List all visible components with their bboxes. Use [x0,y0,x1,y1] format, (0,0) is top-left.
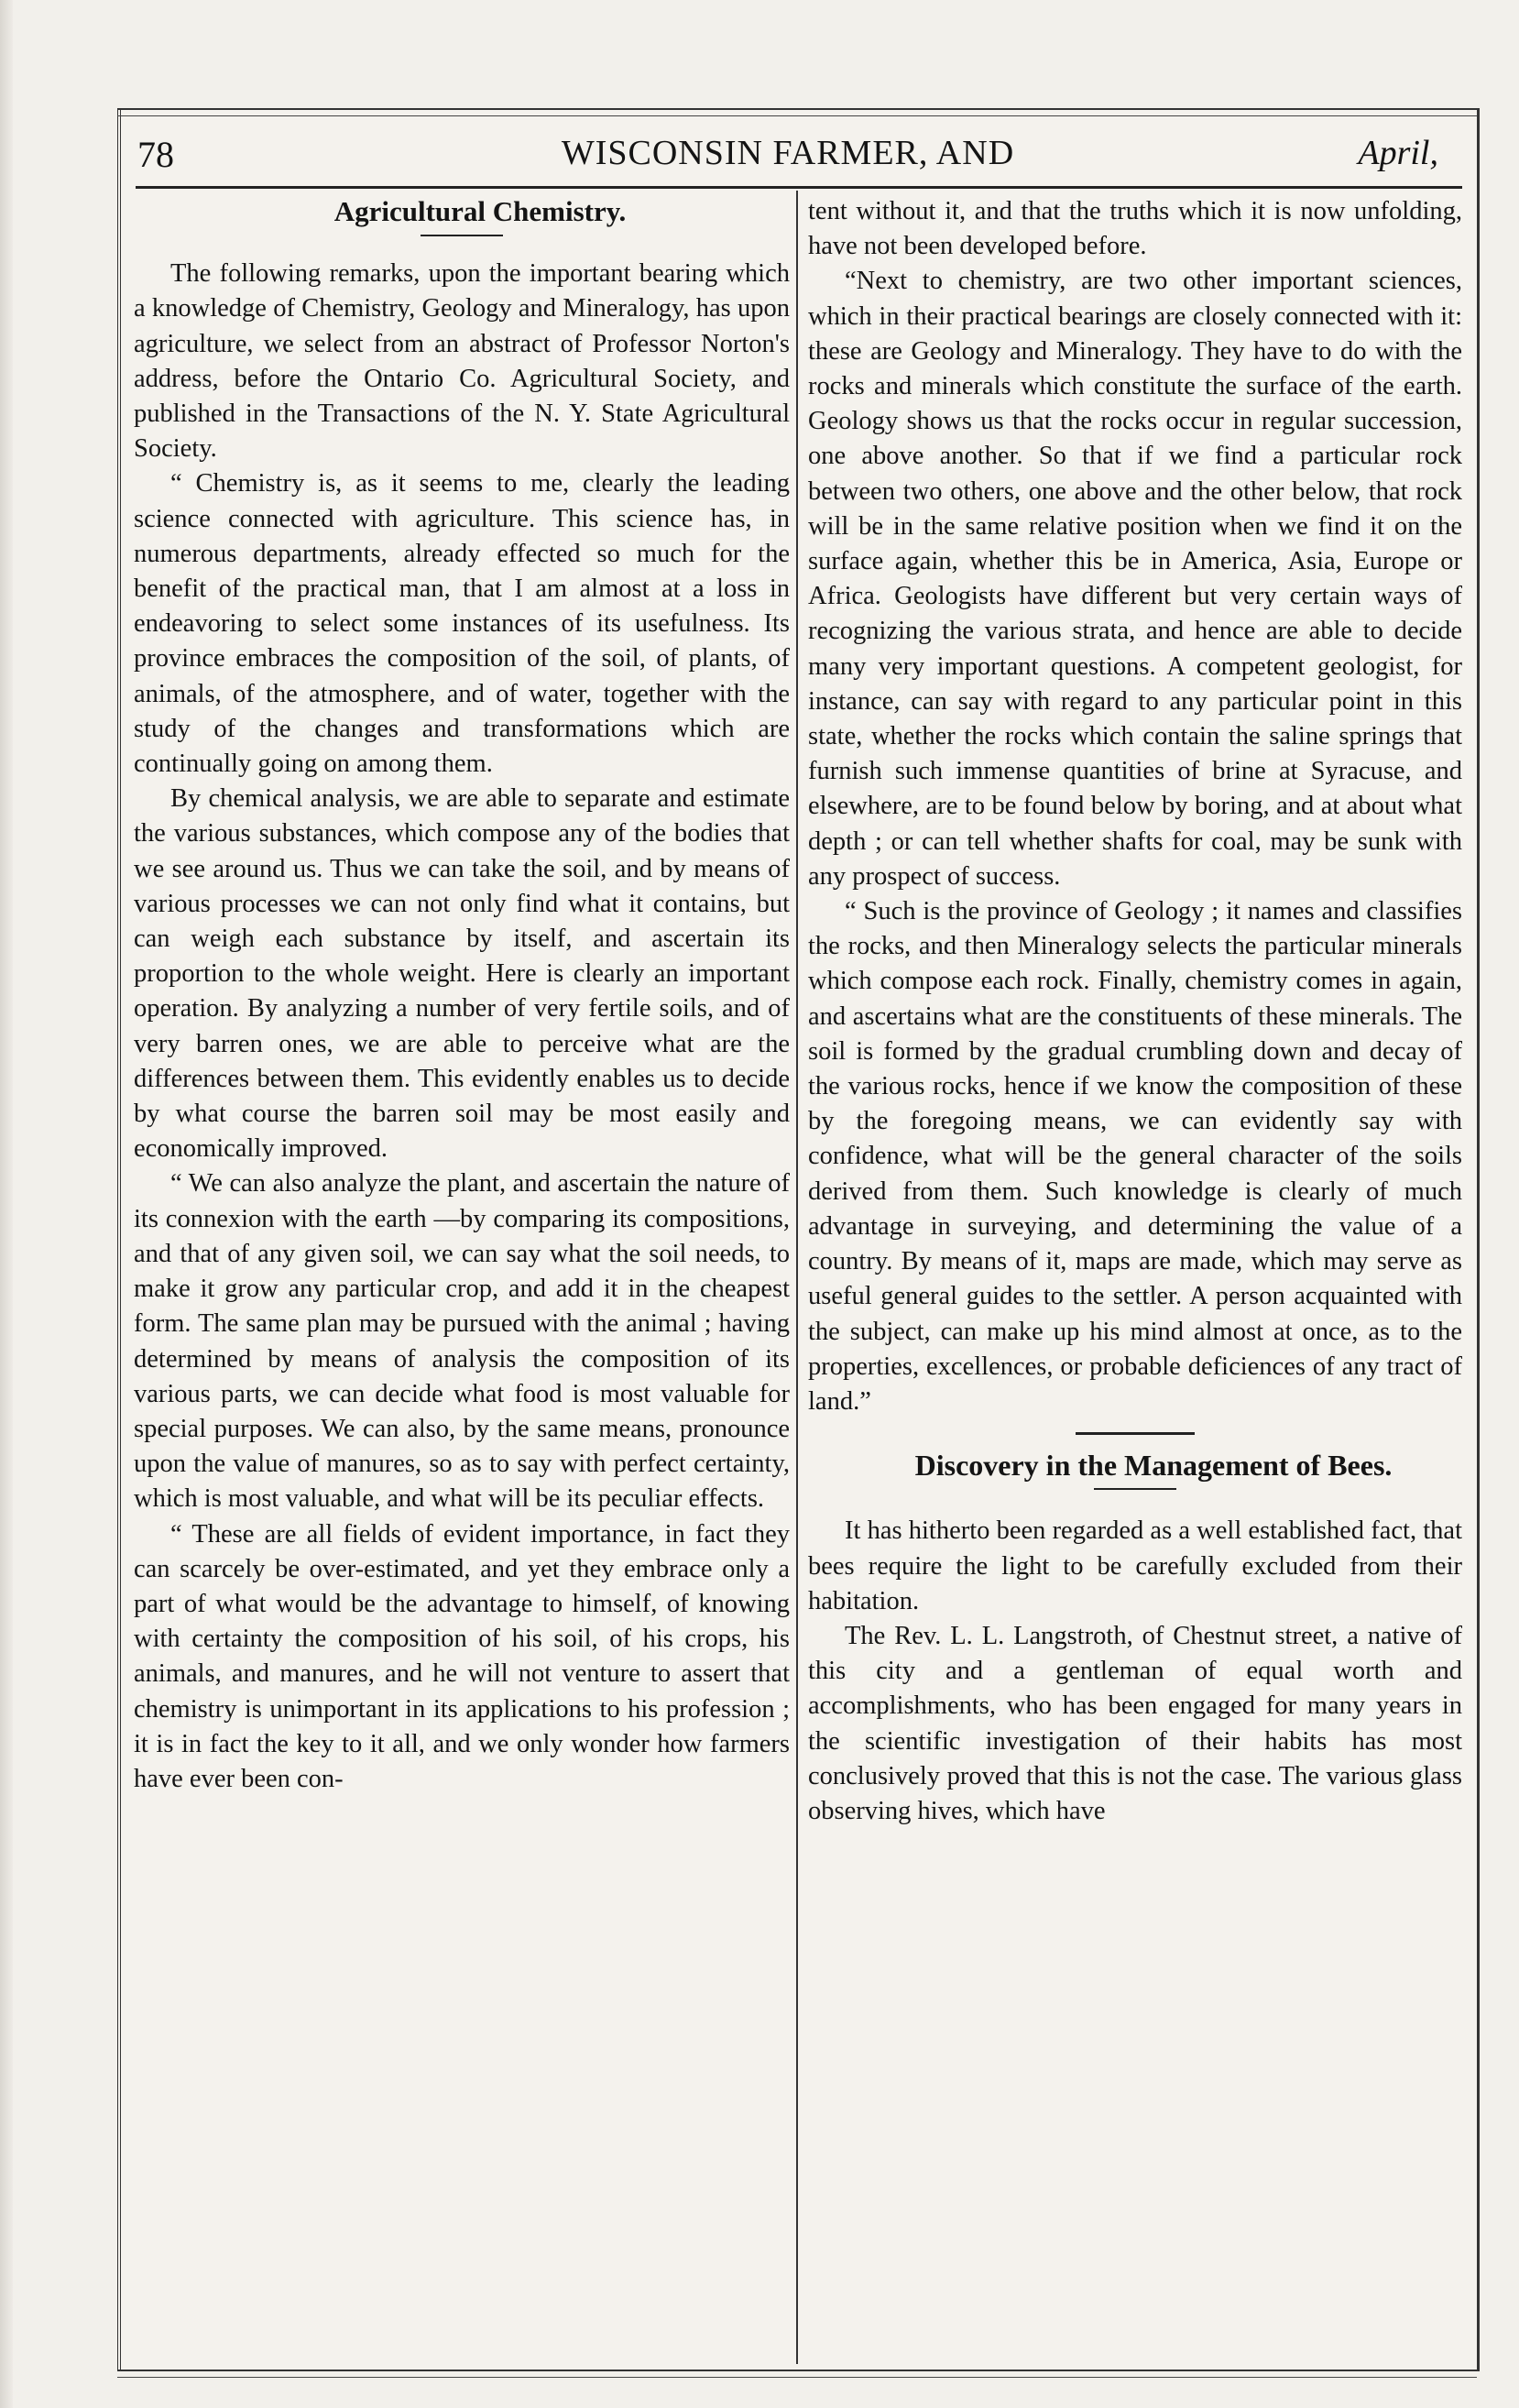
left-column [134,194,790,1797]
paragraph: The Rev. L. L. Langstroth, of Chestnut street, a native of this city and a gentleman of equal worth and accomplishments, who has been engaged for many years in the scientific investigation of their habits has most conclusively proved that this is not the case. The various glass observing hives, which have [808,1621,1462,1825]
title-rule [1094,1488,1176,1490]
masthead: WISCONSIN FARMER, AND [561,134,1015,172]
bottom-border [117,2370,1477,2378]
title-rule [421,235,503,236]
section-divider [1076,1432,1195,1435]
scan-edge [0,0,13,2408]
paragraph: “ Such is the province of Geology ; it names and classifies the rocks, and then Mineralogy selects the particular minerals which compose each rock. Finally, chemistry comes in again, and ascertains what are the constituents of these minerals. The soil is formed by the gradual crumbling down and decay of the various rocks, hence if we know the composition of these by the foregoing means, we can evidently say with confidence, what will be the general character of the soils derived from them. Such knowledge is clearly of much advantage in surveying, and determining the value of a country. By means of it, maps are made, which may serve as useful general guides to the settler. A person acquainted with the subject, can make up his mind almost at once, as to the properties, excellences, or probable deficiences of any tract of land.” [808,897,1462,1416]
page-header [137,133,1438,188]
paragraph: “ We can also analyze the plant, and ascertain the nature of its connexion with the earth —by comparing its compositions, and that of any given soil, we can say what the soil needs, to make it grow any particular crop, and add it in the cheapest form. The same plan may be pursued with the animal ; having determined by means of analysis the composition of its various parts, we can decide what food is most valuable for special purposes. We can also, by the same means, pronounce upon the value of manures, so as to say with perfect certainty, which is most valuable, and what will be its peculiar effects. [134,1169,790,1514]
paragraph-continuation: tent without it, and that the truths which it is now unfolding, have not been developed before. [808,197,1462,261]
article-title: Agricultural Chemistry. [333,195,627,227]
paragraph: By chemical analysis, we are able to separate and estimate the various substances, which compose any of the bodies that we see around us. Thus we can take the soil, and by means of various processes we can not only find what it contains, but can weigh each substance by itself, and ascertain its proportion to the whole weight. Here is clearly an important operation. By analyzing a number of very fertile soils, and of very barren ones, we are able to perceive what are the differences between them. This evidently enables us to decide by what course the barren soil may be most easily and economically improved. [134,784,790,1164]
paragraph: “ These are all fields of evident importance, in fact they can scarcely be over-estimated, and yet they embrace only a part of what would be the advantage to himself, of knowing with certainty the composition of his soil, of his crops, his animals, and manures, and he will not venture to assert that chemistry is unimportant in its applications to his profession ; it is in fact the key to it all, and we only wonder how farmers have ever been con- [134,1519,790,1793]
header-rule [136,186,1462,189]
top-border [117,108,1477,116]
article-title: Discovery in the Management of Bees. [914,1449,1393,1483]
right-column [808,194,1462,1829]
paragraph: “Next to chemistry, are two other important sciences, which in their practical bearings are closely connected with it: these are Geology and Mineralogy. They have to do with the rocks and minerals which constitute the surface of the earth. Geology shows us that the rocks occur in regular succession, one above another. So that if we find a particular rock between two others, one above and the other below, that rock will be in the same relative position when we find it on the surface again, whether this be in America, Asia, Europe or Africa. Geologists have different but very certain ways of recognizing the various strata, and hence are able to decide many very important questions. A competent geologist, for instance, can say with regard to any particular point in this state, whether the rocks which contain the saline springs that furnish such immense quantities of brine at Syracuse, and elsewhere, are to be found below by boring, and at about what depth ; or can tell whether shafts for coal, may be sunk with any prospect of success. [808,267,1462,891]
issue-month: April, [1358,134,1438,172]
paragraph: It has hitherto been regarded as a well established fact, that bees require the light to be carefully excluded from their habitation. [808,1516,1462,1615]
paragraph: The following remarks, upon the important bearing which a knowledge of Chemistry, Geology and Mineralogy, has upon agriculture, we select from an abstract of Professor Norton's address, before the Ontario Co. Agricultural Society, and published in the Transactions of the N. Y. State Agricultural Society. [134,259,790,464]
page-number: 78 [137,134,174,175]
column-divider [796,191,798,2364]
paragraph: “ Chemistry is, as it seems to me, clearly the leading science connected with agriculture. This science has, in numerous departments, already effected so much for the benefit of the practical man, that I am almost at a loss in endeavoring to select some instances of its usefulness. Its province embraces the composition of the soil, of plants, of animals, of the atmosphere, and of water, together with the study of the changes and transformations which are continually going on among them. [134,469,790,779]
